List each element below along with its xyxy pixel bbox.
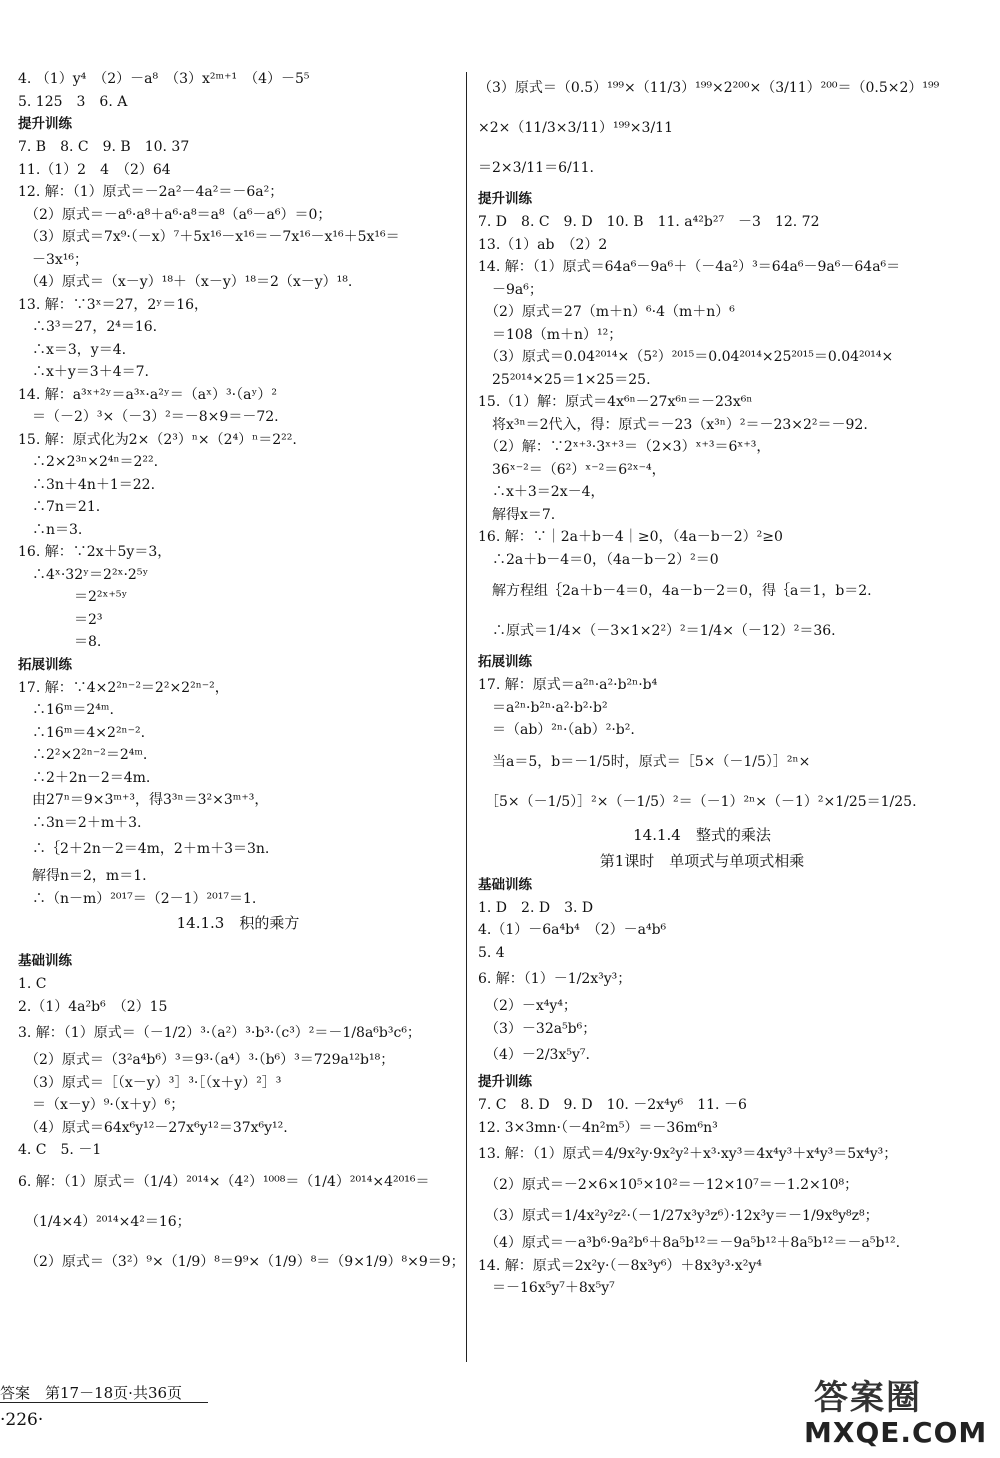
answer-line: ∴7n＝21. (18, 499, 101, 515)
answer-line: ×2×（11/3×3/11）¹⁹⁹×3/11 (478, 120, 673, 136)
answer-line: ［5×（－1/5）］²×（－1/5）²＝（－1）²ⁿ×（－1）²×1/25＝1/25. (478, 793, 917, 810)
left-column (18, 68, 465, 1282)
answer-line: ＝－16x⁵y⁷＋8x⁵y⁷ (478, 1280, 615, 1296)
answer-line: 36ˣ⁻²＝（6²）ˣ⁻²＝6²ˣ⁻⁴， (478, 461, 666, 478)
answer-line: 解方程组｛2a＋b－4＝0，4a－b－2＝0，得｛a＝1，b＝2. (478, 583, 872, 599)
answer-line: 6. 解：（1）原式＝（1/4）²⁰¹⁴×（4²）¹⁰⁰⁸＝（1/4）²⁰¹⁴×4²⁰¹⁶＝ (18, 1173, 430, 1190)
answer-line: （3）原式＝7x⁹·（－x）⁷＋5x¹⁶－x¹⁶＝－7x¹⁶－x¹⁶＋5x¹⁶＝ (18, 229, 400, 245)
section-heading: 拓展训练 (18, 656, 72, 673)
answer-line: ∴x＋y＝3＋4＝7. (18, 364, 149, 380)
section-heading: 提升训练 (18, 116, 72, 132)
answer-line: ∴x＋3＝2x－4， (478, 484, 605, 500)
answer-line: （4）－2/3x⁵y⁷. (478, 1047, 590, 1063)
answer-line: 解得n＝2，m＝1. (18, 868, 147, 884)
answer-line: ＝2³ (18, 611, 103, 628)
answer-line: 2.（1）4a²b⁶ （2）15 (18, 998, 168, 1015)
answer-line: ＝a²ⁿ·b²ⁿ·a²·b²·b² (478, 699, 608, 716)
answer-line: 13. 解：∵3ˣ＝27，2ʸ＝16， (18, 296, 209, 313)
answer-line: ＝108（m＋n）¹²； (478, 326, 623, 343)
answer-line: ∴16ᵐ＝2⁴ᵐ. (18, 702, 114, 718)
answer-line: （4）原式＝（x－y）¹⁸＋（x－y）¹⁸＝2（x－y）¹⁸. (18, 274, 353, 290)
answer-line: 6. 解：（1）－1/2x³y³； (478, 971, 632, 987)
footer-label: 答案 第17－18页·共36页 (0, 1384, 183, 1402)
answer-line: 4.（1）－6a⁴b⁴ （2）－a⁴b⁶ (478, 922, 667, 938)
answer-line: 13.（1）ab （2）2 (478, 236, 608, 253)
answer-line: 1. C (18, 976, 47, 992)
answer-line: ＝（ab）²ⁿ·（ab）²·b². (478, 722, 635, 738)
answer-line: ∴（n－m）²⁰¹⁷＝（2－1）²⁰¹⁷＝1. (18, 890, 257, 907)
answer-line: （4）原式＝－a³b⁶·9a²b⁶＋8a⁵b¹²＝－9a⁵b¹²＋8a⁵b¹²＝－a⁵b¹². (478, 1235, 901, 1251)
answer-line: 当a＝5，b＝－1/5时，原式＝［5×（－1/5）］²ⁿ× (478, 753, 811, 770)
answer-line: ∴3n＋4n＋1＝22. (18, 476, 156, 493)
section-heading: 拓展训练 (478, 654, 532, 670)
section-title: 14.1.3 积的乘方 (176, 914, 300, 932)
subsection-title: 第1课时 单项式与单项式相乘 (599, 851, 805, 870)
answer-line: ∴16ᵐ＝4×2²ⁿ⁻². (18, 724, 146, 741)
answer-line: 将x³ⁿ＝2代入，得：原式＝－23（x³ⁿ）²＝－23×2²＝－92. (478, 416, 868, 433)
right-column (478, 68, 940, 1300)
answer-line: 7. D 8. C 9. D 10. B 11. a⁴²b²⁷ －3 12. 72 (478, 214, 820, 230)
answer-line: 4. C 5. －1 (18, 1142, 102, 1158)
answer-line: ∴4ˣ·32ʸ＝2²ˣ·2⁵ʸ (18, 566, 149, 583)
answer-line: 14. 解：（1）原式＝64a⁶－9a⁶＋（－4a²）³＝64a⁶－9a⁶－64a⁶＝ (478, 259, 901, 275)
answer-line: （2）解：∵2ˣ⁺³·3ˣ⁺³＝（2×3）ˣ⁺³＝6ˣ⁺³， (478, 439, 771, 455)
answer-line: 16. 解：∵｜2a＋b－4｜≥0，（4a－b－2）²≥0 (478, 529, 783, 545)
section-heading: 基础训练 (478, 876, 532, 893)
answer-line: 12. 3×3mn·（－4n²m⁵）＝－36m⁶n³ (478, 1119, 718, 1136)
answer-line: 17. 解：∵4×2²ⁿ⁻²＝2²×2²ⁿ⁻²， (18, 679, 229, 696)
answer-line: 16. 解：∵2x＋5y＝3， (18, 544, 172, 560)
answer-line: 解得x＝7. (478, 506, 556, 523)
answer-line: 4. （1）y⁴ （2）－a⁸ （3）x²ᵐ⁺¹ （4）－5⁵ (18, 71, 310, 87)
answer-line: ∴3³＝27，2⁴＝16. (18, 319, 158, 335)
answer-line: 14. 解：a³ˣ⁺²ʸ＝a³ˣ·a²ʸ＝（aˣ）³·（aʸ）² (18, 386, 277, 403)
answer-line: （3）－32a⁵b⁶； (478, 1020, 597, 1037)
answer-line: ∴2＋2n－2＝4m. (18, 769, 151, 786)
answer-line: （3）原式＝（0.5）¹⁹⁹×（11/3）¹⁹⁹×2²⁰⁰×（3/11）²⁰⁰＝（0.5×2）¹⁹⁹ (478, 80, 940, 96)
watermark-logo: 答案圈 (814, 1378, 922, 1418)
answer-line: 5. 125 3 6. A (18, 93, 128, 110)
answer-line: ∴原式＝1/4×（－3×1×2²）²＝1/4×（－12）²＝36. (478, 623, 836, 639)
answer-line: 3. 解：（1）原式＝（－1/2）³·（a²）³·b³·（c³）²＝－1/8a⁶b³c⁶； (18, 1025, 421, 1041)
answer-line: （2）原式＝－a⁶·a⁸＋a⁶·a⁸＝a⁸（a⁶－a⁶）＝0； (18, 206, 332, 223)
answer-line: ∴2²×2²ⁿ⁻²＝2⁴ᵐ. (18, 747, 148, 763)
answer-line: ∴2a＋b－4＝0，（4a－b－2）²＝0 (478, 551, 719, 568)
answer-line: 5. 4 (478, 944, 505, 961)
watermark-domain: MXQE.COM (804, 1416, 988, 1449)
answer-line: 15.（1）解：原式＝4x⁶ⁿ－27x⁶ⁿ＝－23x⁶ⁿ (478, 394, 753, 410)
answer-line: －3x¹⁶； (18, 251, 89, 268)
section-heading: 提升训练 (478, 191, 532, 207)
answer-line: 15. 解：原式化为2×（2³）ⁿ×（2⁴）ⁿ＝2²². (18, 431, 297, 448)
answer-line: ＝2×3/11＝6/11. (478, 160, 594, 176)
answer-line: ＝（x－y）⁹·（x＋y）⁶； (18, 1097, 185, 1113)
answer-line: 由27ⁿ＝9×3ᵐ⁺³，得3³ⁿ＝3²×3ᵐ⁺³， (18, 792, 269, 808)
answer-line: （3）原式＝0.04²⁰¹⁴×（5²）²⁰¹⁵＝0.04²⁰¹⁴×25²⁰¹⁵＝0.04²⁰¹⁴× (478, 349, 894, 365)
answer-line: ＝（－2）³×（－3）²＝－8×9＝－72. (18, 409, 279, 425)
column-divider (466, 72, 467, 1362)
answer-line: 11.（1）2 4 （2）64 (18, 161, 171, 178)
answer-line: ∴3n＝2＋m＋3. (18, 814, 142, 831)
answer-line: （2）－x⁴y⁴； (478, 998, 577, 1014)
answer-line: ∴n＝3. (18, 521, 83, 538)
section-title: 14.1.4 整式的乘法 (633, 825, 771, 844)
footer-rule (0, 1402, 208, 1403)
answer-line: 25²⁰¹⁴×25＝1×25＝25. (478, 371, 651, 388)
answer-line: ∴2×2³ⁿ×2⁴ⁿ＝2²². (18, 454, 159, 470)
answer-line: 14. 解：原式＝2x²y·（－8x³y⁶）＋8x³y³·x²y⁴ (478, 1257, 762, 1274)
answer-line: 7. B 8. C 9. B 10. 37 (18, 139, 190, 155)
answer-line: 13. 解：（1）原式＝4/9x²y·9x²y²＋x³·xy³＝4x⁴y³＋x⁴y³＝5x⁴y³； (478, 1146, 898, 1162)
answer-line: （2）原式＝（3²a⁴b⁶）³＝9³·（a⁴）³·（b⁶）³＝729a¹²b¹⁸； (18, 1052, 395, 1068)
page-number: ·226· (0, 1410, 44, 1430)
answer-line: 12. 解：（1）原式＝－2a²－4a²＝－6a²； (18, 184, 284, 200)
watermark (792, 1370, 997, 1454)
answer-line: 17. 解：原式＝a²ⁿ·a²·b²ⁿ·b⁴ (478, 677, 658, 693)
answer-line: （3）原式＝［（x－y）³］³·［（x＋y）²］³ (18, 1074, 282, 1091)
answer-line: （2）原式＝（3²）⁹×（1/9）⁸＝9⁹×（1/9）⁸＝（9×1/9）⁸×9＝9； (18, 1253, 465, 1270)
answer-line: 7. C 8. D 9. D 10. －2x⁴y⁶ 11. －6 (478, 1097, 747, 1113)
answer-line: ＝8. (18, 634, 102, 650)
section-heading: 基础训练 (18, 953, 72, 969)
answer-line: （1/4×4）²⁰¹⁴×4²＝16； (18, 1213, 191, 1230)
answer-line: ∴x＝3，y＝4. (18, 341, 127, 358)
answer-line: ∴｛2＋2n－2＝4m，2＋m＋3＝3n. (18, 841, 270, 857)
answer-line: （4）原式＝64x⁶y¹²－27x⁶y¹²＝37x⁶y¹². (18, 1119, 288, 1136)
answer-line: （2）原式＝－2×6×10⁵×10²＝－12×10⁷＝－1.2×10⁸； (478, 1177, 859, 1193)
answer-line: （2）原式＝27（m＋n）⁶·4（m＋n）⁶ (478, 304, 735, 320)
answer-line: ＝2²ˣ⁺⁵ʸ (18, 589, 128, 605)
section-heading: 提升训练 (478, 1074, 532, 1090)
answer-line: －9a⁶； (478, 281, 543, 298)
answer-line: 1. D 2. D 3. D (478, 899, 594, 916)
answer-line: （3）原式＝1/4x²y²z²·（－1/27x³y³z⁶）·12x³y＝－1/9x⁸y⁸z⁸； (478, 1208, 879, 1224)
